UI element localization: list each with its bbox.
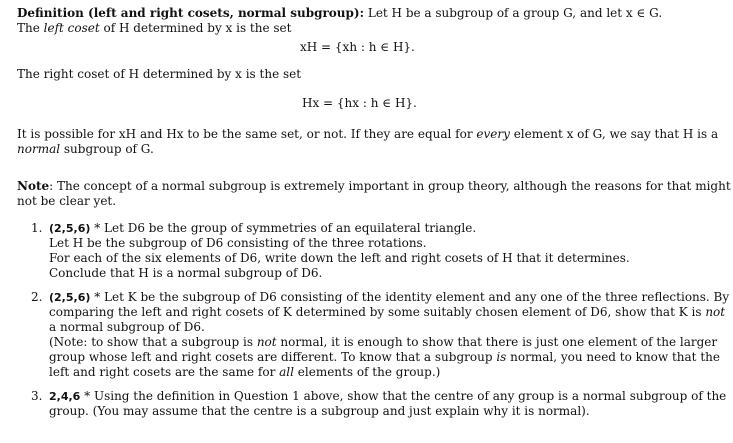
right-coset-formula: Hx = {hx : h ∈ H}. [302,96,417,110]
note-text-line1: : The concept of a normal subgroup is extremely important in group theory, although the reasons for that might [49,179,731,193]
document-page [17,6,731,428]
question-1-line-2: Let H be the subgroup of D6 consisting of the three rotations. [49,236,427,250]
normal-term: normal [17,142,61,156]
question-2-line-4 [49,335,723,350]
question-2-text-1: * Let K be the subgroup of D6 consisting of the identity element and any one of the three reflections. By [90,290,730,304]
question-3-line-1 [49,389,727,404]
question-number: 2. [31,290,43,304]
question-1 [17,221,723,281]
question-1-line-1 [49,221,723,236]
question-marks: (2,5,6) [49,222,91,235]
definition-heading: Definition (left and right cosets, normal subgroup): [17,6,365,20]
question-2-line-2 [49,305,726,320]
normal-line1-em: every [476,127,510,141]
definition-line-1 [17,6,723,21]
question-2-em-is: is [496,350,507,364]
normal-definition-line-2 [17,142,723,157]
question-number: 3. [31,389,43,403]
question-2-em-all: all [279,365,294,379]
question-2-text-5b: normal, you need to know that the [506,350,720,364]
normal-line1-post: element x of G, we say that H is a [509,127,719,141]
question-2-text-2: comparing the left and right cosets of K determined by some suitably chosen element of D6, show that K is [49,305,706,319]
question-number: 1. [31,221,43,235]
note-line-2: not be clear yet. [17,194,117,208]
question-2-text-4a: (Note: to show that a subgroup is [49,335,257,349]
question-3-line-2: group. (You may assume that the centre is a subgroup and just explain why it is normal). [49,404,590,418]
note-line-1 [17,179,731,194]
question-list [17,221,730,419]
question-2-line-1 [49,290,730,305]
definition-intro: Let H be a subgroup of a group G, and let x ∈ G. [364,6,663,20]
left-coset-formula: xH = {xh : h ∈ H}. [300,40,415,54]
question-3 [17,389,727,419]
question-2-em-not: not [705,305,726,319]
question-1-line-4: Conclude that H is a normal subgroup of D6. [49,266,323,280]
right-coset-text: The right coset of H determined by x is the set [17,67,302,81]
question-1-line-3: For each of the six elements of D6, write down the left and right cosets of H that it determines. [49,251,630,265]
question-2-text-6b: elements of the group.) [293,365,441,379]
question-3-text-1: * Using the definition in Question 1 above, show that the centre of any group is a normal subgroup of the [80,389,727,403]
left-coset-post: of H determined by x is the set [99,21,292,35]
left-coset-term: left coset [43,21,100,35]
question-2-line-6 [49,365,723,380]
note-label: Note [17,179,50,193]
question-2-text-5a: group whose left and right cosets are different. To know that a subgroup [49,350,497,364]
question-2-line-5 [49,350,723,365]
normal-line1-pre: It is possible for xH and Hx to be the same set, or not. If they are equal for [17,127,477,141]
question-2 [17,290,730,380]
question-2-line-3: a normal subgroup of D6. [49,320,205,334]
question-2-text-4b: normal, it is enough to show that there is just one element of the larger [276,335,718,349]
left-coset-pre: The [17,21,44,35]
question-marks: (2,5,6) [49,291,91,304]
question-2-text-6a: left and right cosets are the same for [49,365,280,379]
question-2-em-not-2: not [256,335,277,349]
normal-line2-post: subgroup of G. [60,142,154,156]
question-marks: 2,4,6 [49,390,81,403]
question-1-text-1: * Let D6 be the group of symmetries of an equilateral triangle. [90,221,477,235]
definition-line-2 [17,21,723,36]
normal-definition-line-1 [17,127,723,142]
